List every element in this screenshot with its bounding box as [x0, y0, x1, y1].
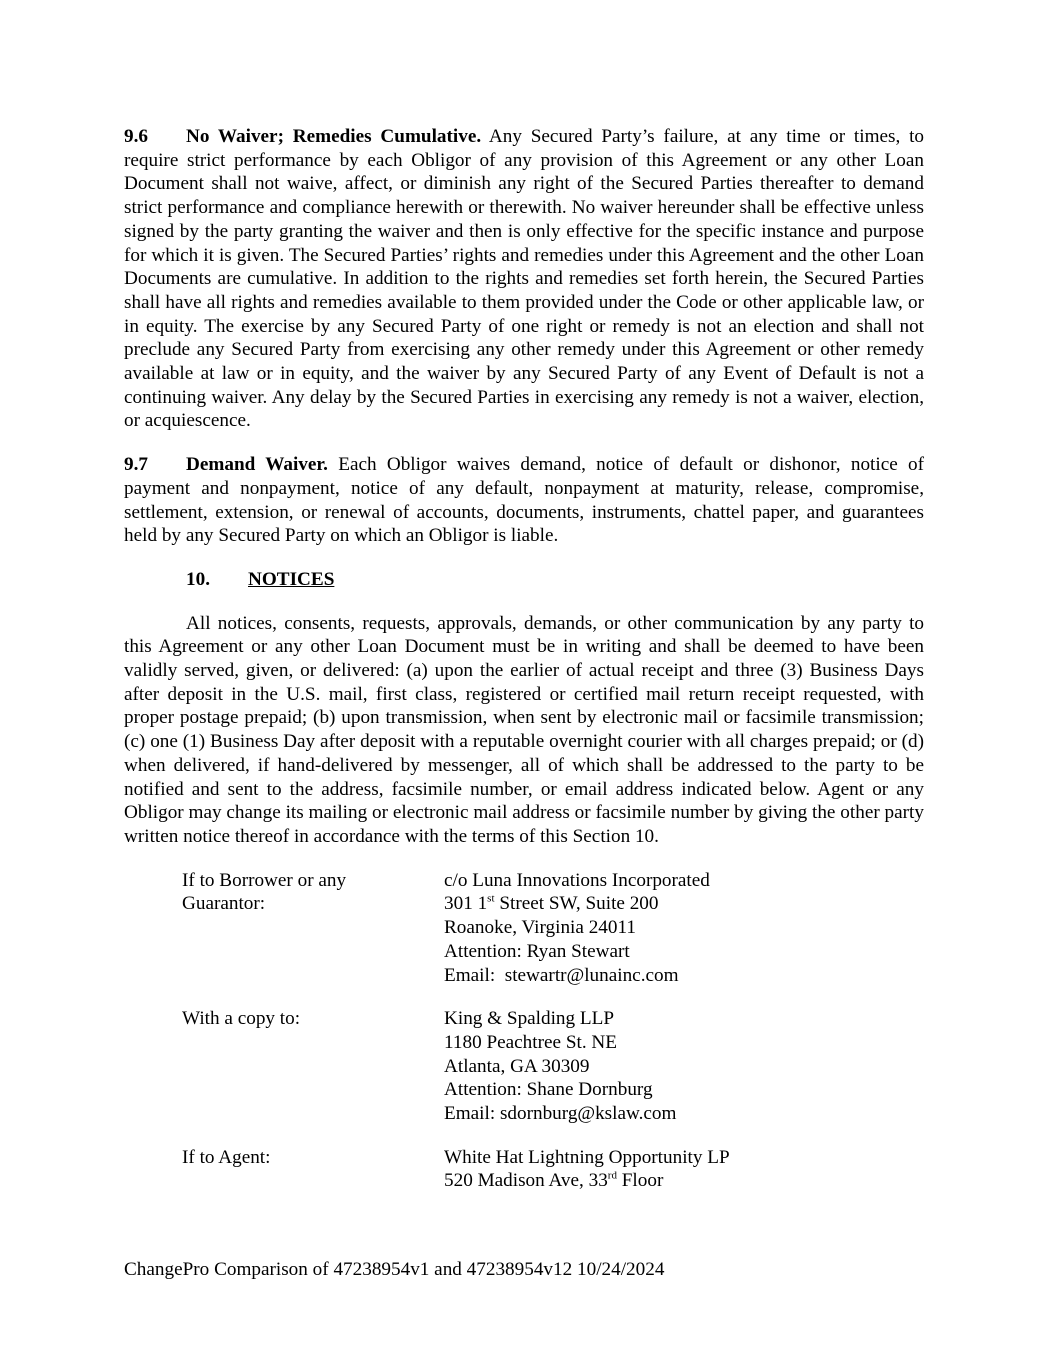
address-street: [444, 1169, 924, 1193]
section-number: 9.6: [124, 126, 148, 147]
address-attention: Attention: Shane Dornburg: [444, 1079, 653, 1101]
label-line: Guarantor:: [182, 893, 266, 915]
notice-address: [444, 1007, 924, 1126]
address-company: King & Spalding LLP: [444, 1008, 615, 1030]
ordinal-suffix: st: [487, 893, 495, 905]
section-number: 10.: [186, 568, 210, 590]
address-email: Email: sdornburg@kslaw.com: [444, 1103, 677, 1125]
address-street: 1180 Peachtree St. NE: [444, 1031, 617, 1053]
notice-label: [182, 869, 444, 988]
street-name: Street SW, Suite 200: [494, 893, 659, 915]
notice-label: [182, 1007, 444, 1126]
street-number: 520 Madison Ave, 33: [444, 1170, 608, 1192]
section-10-heading: [186, 568, 924, 592]
section-body: Any Secured Party’s failure, at any time or times, to require strict performance by each Obligor of any provision of this Agreement or any other Loan Document shall not waive, affect, or diminish any right of the Secured Parties thereafter to demand strict performance and compliance herewith or therewith. No waiver hereunder shall be effective unless signed by the party granting the waiver and then is only effective for the specific instance and purpose for which it is given. The Secured Parties’ rights and remedies under this Agreement and the other Loan Documents are cumulative. In addition to the rights and remedies set forth herein, the Secured Parties shall have all rights and remedies available to them provided under the Code or other applicable law, or in equity. The exercise by any Secured Party of one right or remedy is not an election and shall not preclude any Secured Party from exercising any other remedy under this Agreement or other remedy available at law or in equity, and the waiver by any Secured Party of any Event of Default is not a continuing waiver. Any delay by the Secured Parties in exercising any remedy is not a waiver, election, or acquiescence.: [124, 126, 925, 432]
street-name: Floor: [616, 1170, 664, 1192]
section-body: Each Obligor waives demand, notice of default or dishonor, notice of payment and nonpayment, notice of any default, nonpayment at maturity, release, compromise, settlement, extension, or renewal of accounts, documents, instruments, chattel paper, and guarantees held by any Secured Party on which an Obligor is liable.: [124, 454, 924, 547]
address-city: Atlanta, GA 30309: [444, 1055, 590, 1077]
label-line: With a copy to:: [182, 1008, 301, 1030]
section-10-paragraph: All notices, consents, requests, approvals, demands, or other communication by any party to this Agreement or any other Loan Document must be in writing and shall be deemed to have been validly served, given, or delivered: (a) upon the earlier of actual receipt and three (3) Business Days after deposit in the U.S. mail, first class, registered or certified mail return receipt requested, with proper postage prepaid; (b) upon transmission, when sent by electronic mail or facsimile transmission; (c) one (1) Business Day after deposit with a reputable overnight courier with all charges prepaid; or (d) when delivered, if hand-delivered by messenger, all of which shall be addressed to the party to be notified and sent to the address, facsimile number, or email address indicated below. Agent or any Obligor may change its mailing or electronic mail address or facsimile number by giving the other party written notice thereof in accordance with the terms of this Section 10.: [124, 612, 924, 847]
label-line: If to Agent:: [182, 1146, 271, 1168]
ordinal-suffix: rd: [607, 1170, 617, 1183]
notice-copy: [182, 1007, 924, 1126]
section-title: NOTICES: [248, 568, 335, 590]
street-number: 301 1: [444, 893, 488, 915]
section-9-6-paragraph: [124, 125, 924, 433]
document-page: [124, 125, 924, 1213]
notice-borrower: [182, 869, 924, 988]
address-email: Email: stewartr@lunainc.com: [444, 964, 679, 986]
address-attention: Attention: Ryan Stewart: [444, 940, 630, 962]
label-line: If to Borrower or any: [182, 869, 347, 891]
section-number: 9.7: [124, 454, 148, 476]
notice-address: [444, 1146, 924, 1193]
notice-address: [444, 869, 924, 988]
section-title: Demand Waiver.: [186, 454, 328, 476]
notice-label: [182, 1146, 444, 1193]
page-footer: ChangePro Comparison of 47238954v1 and 47238954v12 10/24/2024: [124, 1259, 665, 1280]
section-title: No Waiver; Remedies Cumulative.: [186, 126, 482, 147]
address-company: White Hat Lightning Opportunity LP: [444, 1146, 730, 1168]
address-company: c/o Luna Innovations Incorporated: [444, 869, 710, 891]
notice-agent: [182, 1146, 924, 1193]
address-street: [444, 892, 924, 916]
address-city: Roanoke, Virginia 24011: [444, 917, 636, 939]
section-9-7-paragraph: [124, 453, 924, 548]
